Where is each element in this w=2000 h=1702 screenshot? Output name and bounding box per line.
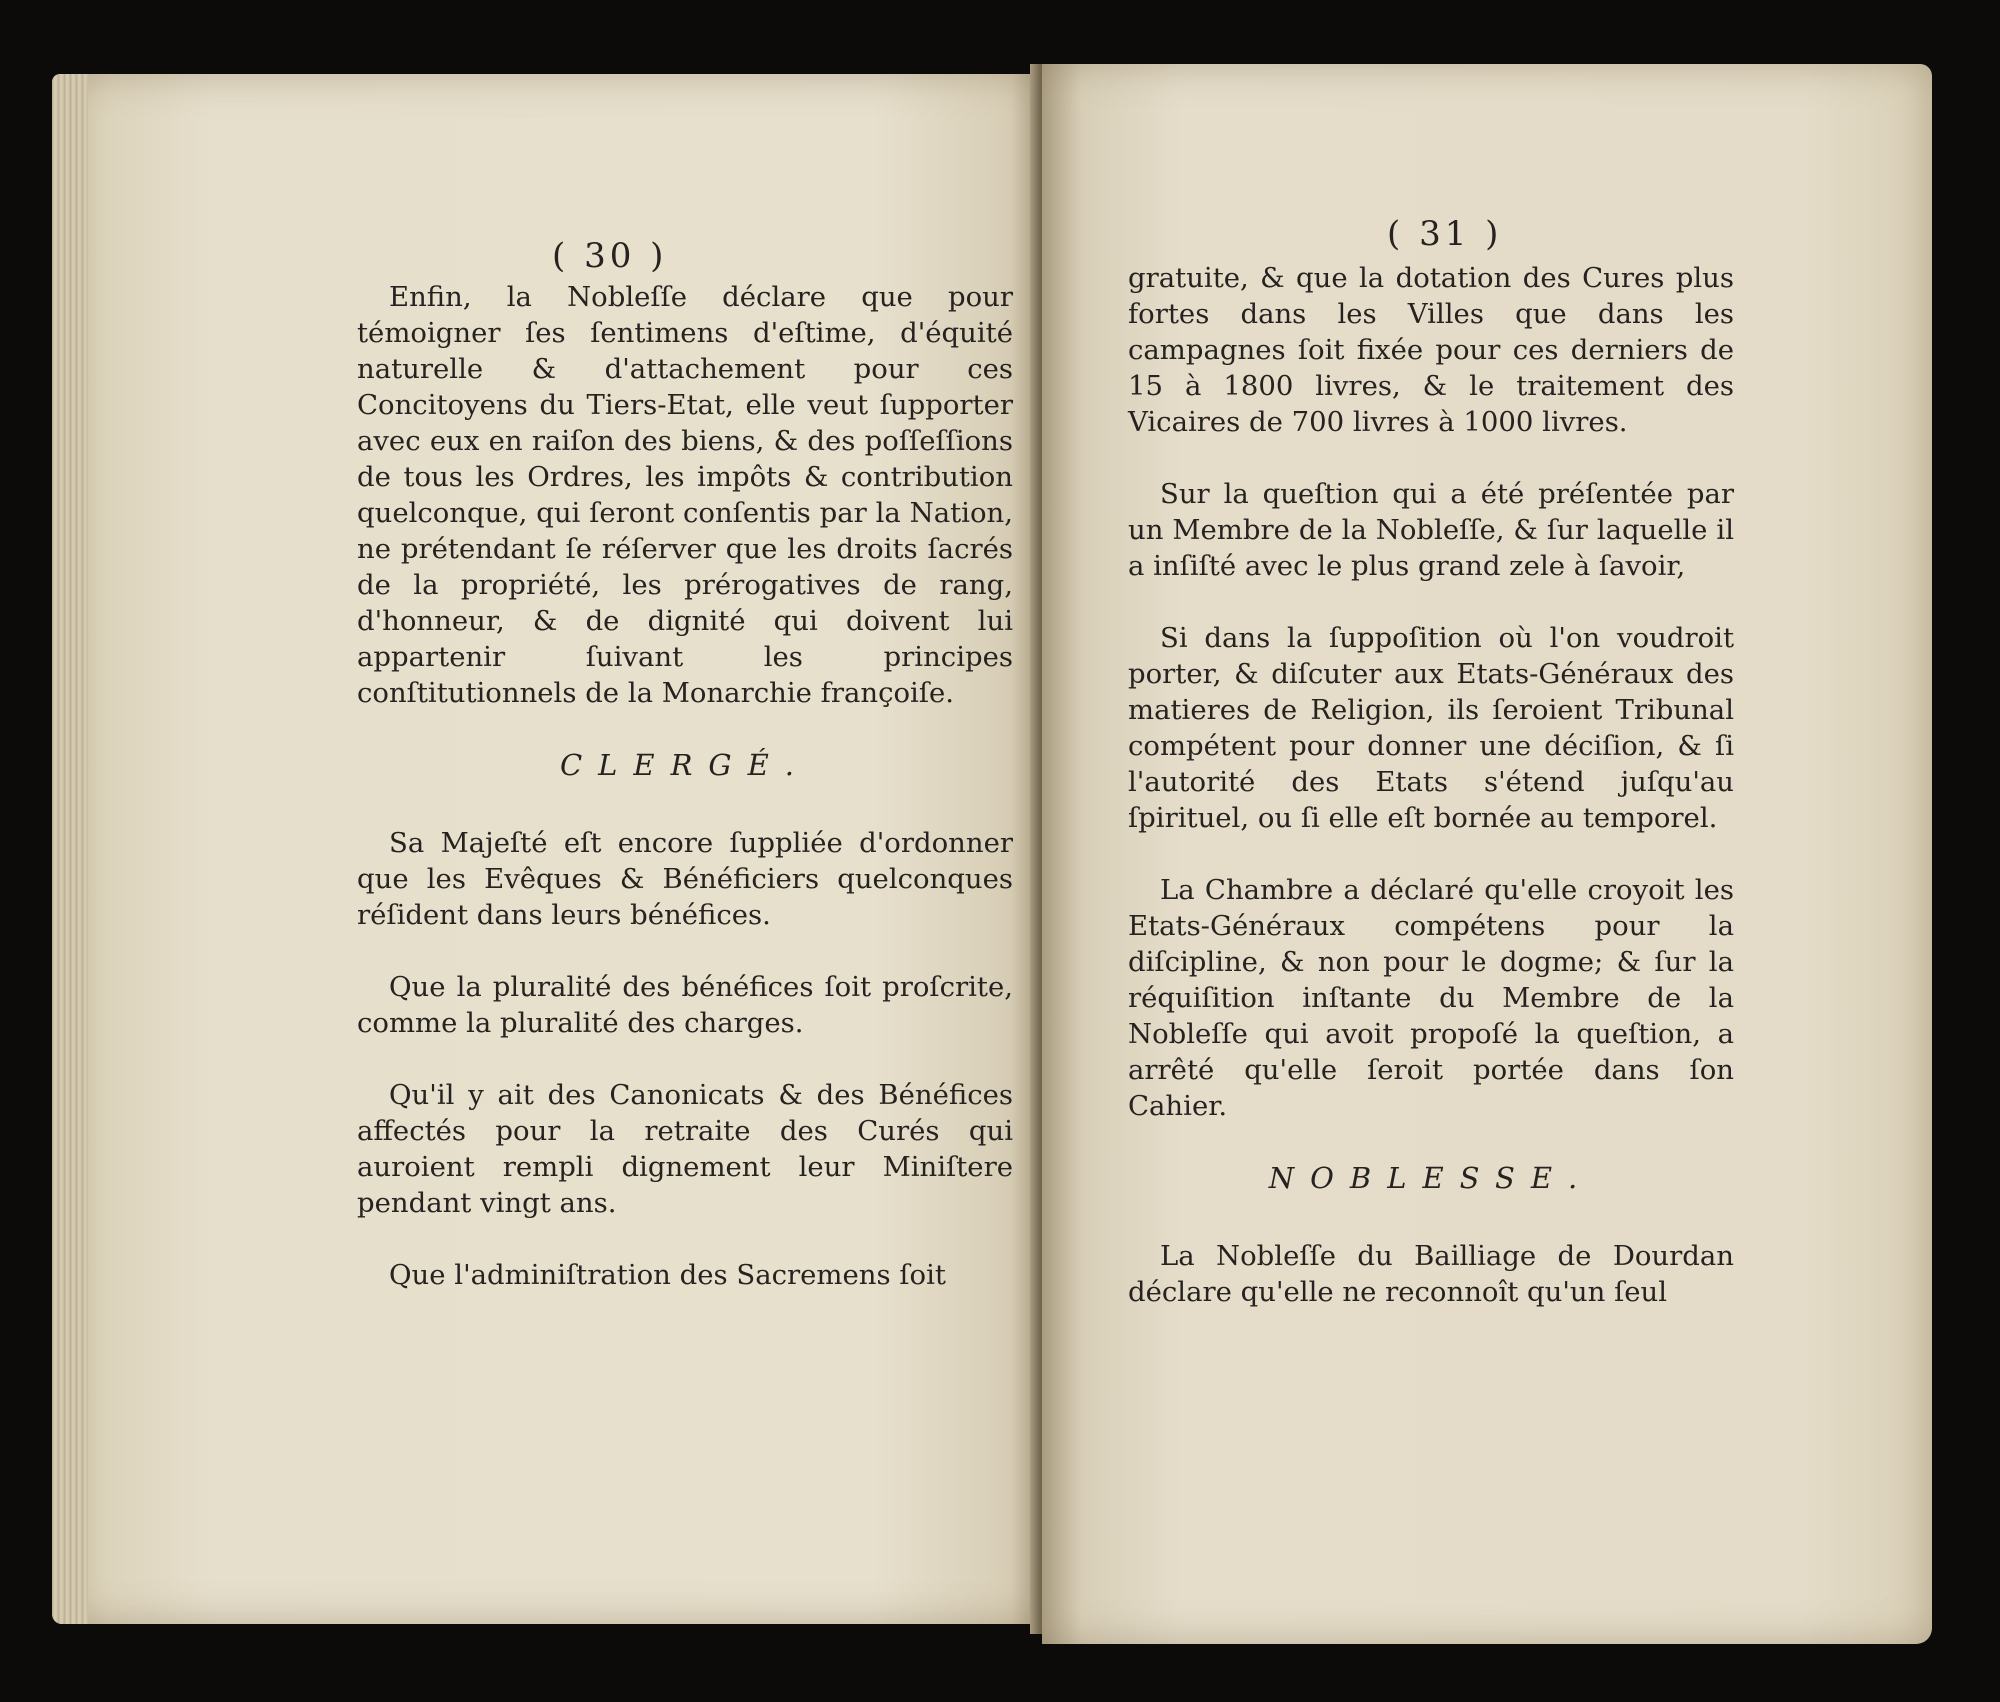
paragraph: Que l'adminiſtration des Sacremens ſoit <box>389 1259 946 1291</box>
open-book <box>52 64 1932 1644</box>
page-number-31: ( 31 ) <box>1387 214 1503 254</box>
paragraph: Qu'il y ait des Canonicats & des Bénéfices affectés pour la retraite des Curés qui auroient rempli dignement leur Miniſtere pendant vingt ans. <box>357 1079 1013 1219</box>
right-page <box>1042 64 1932 1644</box>
paragraph: Sur la queſtion qui a été préſentée par un Membre de la Nobleſſe, & ſur laquelle il a inſiſté avec le plus grand zele à ſavoir, <box>1128 478 1734 582</box>
paragraph: Si dans la ſuppoſition où l'on voudroit porter, & diſcuter aux Etats-Généraux des matieres de Religion, ils ſeroient Tribunal compétent pour donner une déciſion, & ſi l'autorité des Etats s'étend juſqu'au ſpirituel, ou ſi elle eſt bornée au temporel. <box>1128 622 1734 834</box>
right-page-text <box>1128 260 1734 1346</box>
paragraph: Sa Majeſté eſt encore ſuppliée d'ordonner que les Evêques & Bénéficiers quelconques réſident dans leurs bénéfices. <box>357 827 1013 931</box>
paragraph: Enfin, la Nobleſſe déclare que pour témoigner ſes ſentimens d'eſtime, d'équité naturelle & d'attachement pour ces Concitoyens du Tiers-Etat, elle veut ſupporter avec eux en raiſon des biens, & des poſſeſſions de tous les Ordres, les impôts & contribution quelconque, qui ſeront conſentis par la Nation, ne prétendant ſe réſerver que les droits ſacrés de la propriété, les prérogatives de rang, d'honneur, & de dignité qui doivent lui appartenir ſuivant les principes conſtitutionnels de la Monarchie françoiſe. <box>357 281 1013 709</box>
paragraph: La Chambre a déclaré qu'elle croyoit les Etats-Généraux compétens pour la diſcipline, & non pour le dogme; & ſur la réquiſition inſtante du Membre de la Nobleſſe qui avoit propoſé la queſtion, a arrêté qu'elle ſeroit portée dans ſon Cahier. <box>1128 874 1734 1122</box>
paragraph: Que la pluralité des bénéfices ſoit proſcrite, comme la pluralité des charges. <box>357 971 1013 1039</box>
page-number-30: ( 30 ) <box>552 236 668 276</box>
paragraph: gratuite, & que la dotation des Cures plus fortes dans les Villes que dans les campagnes ſoit fixée pour ces derniers de 15 à 1800 livres, & le traitement des Vicaires de 700 livres à 1000 livres. <box>1128 262 1734 438</box>
left-page <box>52 74 1038 1624</box>
paragraph: La Nobleſſe du Bailliage de Dourdan déclare qu'elle ne reconnoît qu'un ſeul <box>1128 1240 1734 1308</box>
section-heading-clerge: CLERGÉ. <box>559 748 810 782</box>
section-heading-noblesse: NOBLESSE. <box>1268 1161 1594 1195</box>
left-page-text <box>357 279 1013 1329</box>
